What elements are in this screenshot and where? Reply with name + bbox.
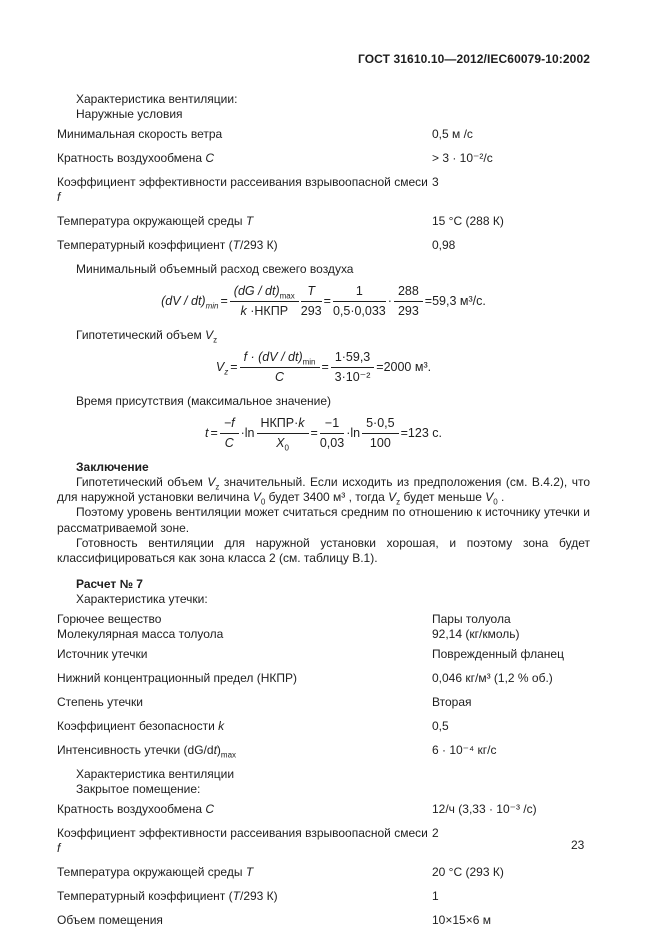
table-row (57, 175, 590, 205)
row-value: 92,14 (кг/кмоль) (432, 627, 520, 642)
presence-time-caption: Время присутствия (максимальное значение) (76, 394, 332, 408)
conclusion-heading: Заключение (76, 460, 149, 474)
row-label: Нижний концентрационный предел (НКПР) (57, 671, 297, 686)
row-label: Интенсивность утечки $(dG/dt)_{max}$ (57, 743, 237, 760)
row-label: Горючее вещество (57, 612, 162, 627)
conclusion-paragraph-2: Поэтому уровень вентиляции может считаться средним по отношению к источнику утечки и рассматриваемой зоне. (57, 505, 590, 535)
row-value: Пары толуола (432, 612, 511, 627)
row-label: Температурный коэффициент (Т/293 К) (57, 889, 278, 904)
vent2-intro-line1: Характеристика вентиляции (76, 767, 235, 782)
row-value: > 3 · 10⁻²/с (432, 151, 493, 165)
row-label: Коэффициент эффективности рассеивания взрывоопасной смеси f (57, 826, 428, 856)
table-row (57, 151, 590, 166)
document-header-title: ГОСТ 31610.10—2012/IEC60079-10:2002 (358, 52, 590, 66)
row-label: Температура окружающей среды Т (57, 865, 254, 880)
row-label: Температура окружающей среды Т (57, 214, 254, 228)
row-value: 15 °С (288 К) (432, 214, 504, 228)
row-value: 1 (432, 889, 439, 904)
row-value: 0,5 (432, 719, 449, 734)
table-row (57, 647, 590, 662)
table-row (57, 826, 590, 856)
row-label: Степень утечки (57, 695, 143, 710)
conclusion-paragraph-3: Готовность вентиляции для наружной установки хорошая, и поэтому зона будет классифицироваться как зона класса 2 (см. таблицу В.1). (57, 535, 590, 566)
table-row (57, 719, 590, 734)
row-value: 6 · 10⁻⁴ кг/с (432, 743, 497, 758)
page-number: 23 (571, 838, 585, 852)
min-airflow-caption: Минимальный объемный расход свежего воздуха (76, 262, 354, 276)
row-value: 3 (432, 175, 439, 189)
vent2-intro-line2: Закрытое помещение: (76, 782, 201, 797)
formula-lhs: $(dV / dt)_{min}$ (161, 294, 219, 311)
table-row (57, 889, 590, 904)
row-value: 10×15×6 м (432, 913, 491, 928)
formula-hypothetical-volume: $V_z$ = $\frac{f \cdot (dV / dt)_{min}}{C}$ = $\frac{1\cdot 59,3}{\text{3·10⁻²}}$ =2000 м³. (215, 350, 432, 384)
row-value: 0,5 м /с (432, 127, 473, 141)
table-row (57, 214, 590, 229)
table-row (57, 238, 590, 253)
fraction: $\frac{-1}{0,03}$ (319, 416, 345, 450)
row-value: 2 (432, 826, 439, 841)
formula-lhs: $V_z$ (215, 360, 229, 377)
conclusion-paragraph-1: Гипотетический объем $V_z$ значительный. Если исходить из предположения (см. В.4.2), что для наружной установки величина $V_0$ будет 3400 м³ , тогда $V_z$ будет меньше $V_0$ . (57, 475, 590, 507)
hypothetical-volume-caption: Гипотетический объем $V_z$ (76, 328, 218, 345)
vent1-intro-line1: Характеристика вентиляции: (76, 92, 238, 106)
row-value: 20 °С (293 К) (432, 865, 504, 880)
leak-characteristic-caption: Характеристика утечки: (76, 592, 208, 607)
table-row (57, 913, 590, 928)
table-row (57, 865, 590, 880)
fraction: $\frac{1}{0,5\cdot 0,033}$ (332, 284, 386, 318)
table-row (57, 627, 590, 642)
row-label: Коэффициент безопасности k (57, 719, 225, 734)
formula-result: =2000 м³. (376, 360, 432, 374)
row-value: Вторая (432, 695, 472, 710)
fraction: $\frac{5\cdot 0,5}{100}$ (362, 416, 399, 451)
vent2-table (57, 802, 590, 928)
fraction: $\frac{-f}{C}$ (220, 416, 239, 451)
fraction: $\frac{T}{293}$ (300, 284, 322, 318)
fraction: $\frac{(dG / dt)_{max}}{\text{k ·НКПР}}$ (230, 284, 299, 319)
row-label: Кратность воздухообмена С (57, 802, 215, 817)
table-row (57, 671, 590, 686)
vent1-intro-line2: Наружные условия (76, 107, 183, 121)
row-value: 0,046 кг/м³ (1,2 % об.) (432, 671, 553, 686)
formula-result: =123 с. (400, 426, 442, 440)
row-value: Поврежденный фланец (432, 647, 564, 662)
fraction: $\frac{1\cdot 59,3}{\text{3·10⁻²}}$ (331, 350, 374, 385)
formula-min-airflow: $(dV / dt)_{min}$ = $\frac{(dG / dt)_{max}}{\text{k ·НКПР}}$ $\frac{T}{293}$ = $\frac{1}{0,5\cdot 0,033}$ · $\frac{288}{293}$ =59,3 м³/с. (161, 284, 486, 318)
calc7-heading: Расчет № 7 (76, 577, 143, 592)
formula-presence-time: t = $\frac{-f}{C}$ ·ln $\frac{\text{НКПР·k}}{X_0}$ = $\frac{-1}{0,03}$ ·ln $\frac{5\cdot 0,5}{100}$ =123 с. (205, 416, 442, 453)
leak-table (57, 612, 590, 758)
fraction: $\frac{f \cdot (dV / dt)_{min}}{C}$ (240, 350, 320, 385)
row-label: Кратность воздухообмена С (57, 151, 215, 165)
row-label: Молекулярная масса толуола (57, 627, 224, 642)
row-label: Температурный коэффициент (Т/293 К) (57, 238, 278, 252)
row-value: 12/ч (3,33 · 10⁻³ /с) (432, 802, 537, 817)
row-label: Минимальная скорость ветра (57, 127, 223, 141)
formula-result: =59,3 м³/с. (424, 294, 486, 308)
row-value: 0,98 (432, 238, 456, 252)
fraction: $\frac{\text{НКПР·k}}{X_0}$ (257, 416, 309, 451)
vent1-table (57, 127, 590, 253)
table-row (57, 695, 590, 710)
row-label: Источник утечки (57, 647, 148, 662)
row-label: Объем помещения (57, 913, 163, 928)
table-row (57, 127, 590, 142)
formula-lhs: t (205, 426, 209, 440)
table-row (57, 802, 590, 817)
table-row (57, 743, 590, 758)
table-row (57, 612, 590, 627)
row-label: Коэффициент эффективности рассеивания взрывоопасной смеси f (57, 175, 428, 204)
fraction: $\frac{288}{293}$ (394, 284, 423, 319)
page-content (57, 52, 590, 937)
